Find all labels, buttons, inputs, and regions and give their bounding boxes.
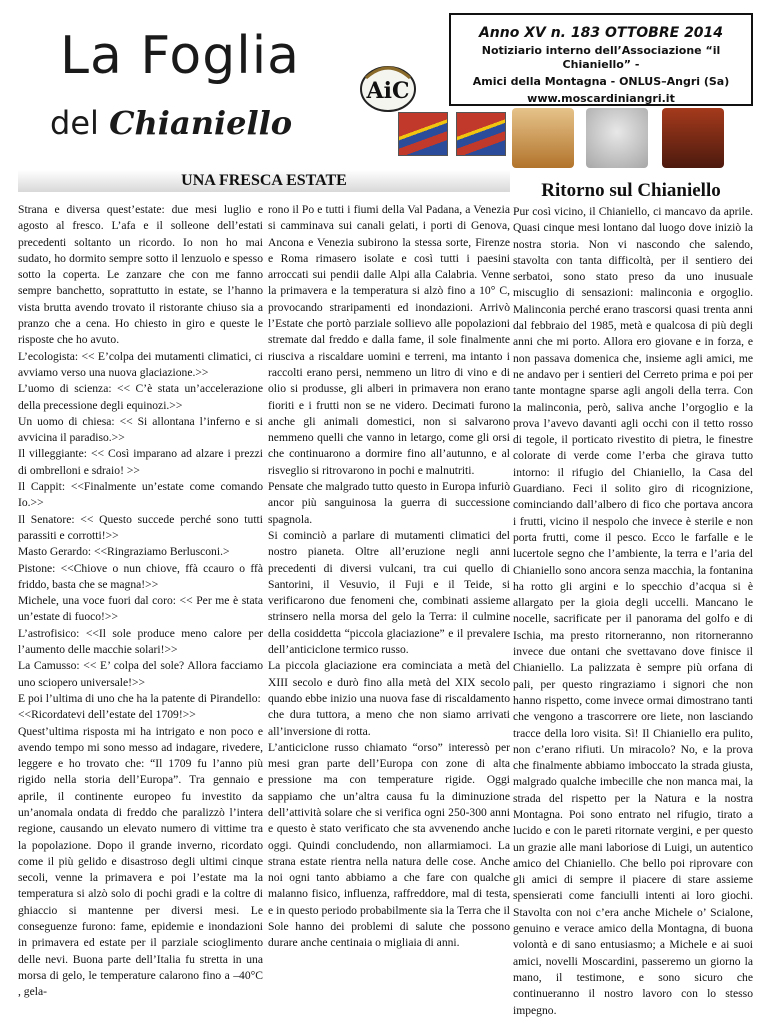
- title-del: del: [50, 104, 99, 142]
- newsletter-subtitle: [50, 104, 292, 142]
- icons-group: [512, 108, 722, 168]
- article-column-3: Pur così vicino, il Chianiello, ci mancavo da aprile. Quasi cinque mesi lontano dal luogo dove iniziò la nostra storia. Non vi nascondo che salendo, stavolta con tanta difficoltà, per il sentiero dei serbatoi, sono stato preso da uno inusuale miscuglio di sensazioni: malinconia e orgoglio. Malinconia perché erano trascorsi quasi trenta anni dal febbraio del 1985, metà e qualcosa di più degli anni che mi porto. Allora ero giovane e in forza, e non passava domenica che, insieme agli amici, me ne andavo per i sentieri del Cerreto prima e poi per tante montagne sparse agli angoli della terra. Con la malinconia, però, saliva anche l’orgoglio e la prova l’avevo davanti agli occhi con il tetto rosso di tegole, il porticato rivestito di pietra, le finestre colorate di verde come l’erba che girava tutto intorno: il rifugio del Chianiello, la Casa del Guardiano. Feci il solito giro di ricognizione, cominciando dall’albero di fico che portava ancora i frutti, vicino il nespolo che invece è sterile e non porta frutti, come il pesco. Ecco le farfalle e le lucertole segno che l’ambiente, la terra e l’aria del Chianiello sono ancora senza macchia, la fontanina ha rotto gli argini e lo specchio d’acqua si è allargato per la gioia degli uccelli. Mancano le nocelle, sacrificate per il panorama del golfo e di Ischia, ma presto ritorneranno, non ritorneranno invece due ontani che svettavano dove finisce il Chianiello. La palizzata è sempre più orfana di pali, per questo ringraziamo i signori che non hanno rispetto, come invece ormai dimostrano tanti che vengono a trascorrere ore liete, non lasciando tracce della loro visita. Sì! Il Chianiello era pulito, non c’erano rifiuti. Un miracolo? No, e la prova che finalmente abbiamo imboccato la strada giusta, malgrado qualche imbecille che non manca mai, la strada del rispetto per la Natura e la nostra Montagna. Poi sono entrato nel rifugio, tirato a lucido e con le pareti ritornate vergini, e per questo un grazie alle mani laboriose di Luigi, un autentico amico del Chianiello. Che bello poi riprovare con gli amici di sempre il piacere di stare assieme spensierati come fanciulli intenti ai loro giochi. Stavolta con noi c’era anche Michele o’ Scialone, genuino e verace amico della Montagna, di buona volontà e di sano entusiasmo; a Michele e ai suoi amici, novelli Moscardini, passeremo un giorno la mano, il testimone, e sono sicuro che continueranno il nostro lavoro con lo stesso impegno.: [513, 205, 753, 1017]
- newsletter-title: La Foglia: [60, 26, 301, 86]
- flag-image: [456, 112, 506, 156]
- association-location: Amici della Montagna - ONLUS–Angri (Sa): [472, 75, 730, 88]
- flag-image: [398, 112, 448, 156]
- association-name: Notiziario interno dell’Associazione “il Chianiello” -: [481, 44, 721, 71]
- article-heading-ritorno: Ritorno sul Chianiello: [541, 180, 721, 201]
- logo-text: AiC: [366, 78, 410, 104]
- flags-group: [398, 112, 508, 160]
- title-chianiello: Chianiello: [109, 104, 293, 142]
- article-heading-fresca-estate: UNA FRESCA ESTATE: [18, 170, 510, 192]
- issue-number: Anno XV n. 183 OTTOBRE 2014: [478, 25, 724, 41]
- madonna-icon: [512, 108, 574, 168]
- article-column-2: rono il Po e tutti i fiumi della Val Padana, a Venezia si camminava sui canali gelati, i porti di Genova, Ancona e Venezia subirono la stessa sorte, Firenze e Roma rimasero isolate e così tutti i paesini arroccati sui pendii dalle Alpi alla Calabria. Venne la primavera e la temperatura si alzò fino a 10° C, provocando straripamenti ed inondazioni. Arrivò l’Estate che portò parziale sollievo alle popolazioni stremate dal freddo e dalla fame, il sole finalmente riusciva a riscaldare uomini e terreni, ma intanto i raccolti erano persi, nemmeno un litro di vino e di olio si produsse, gli alberi in primavera non erano fioriti e i frutti non se ne videro. Decimati furono anche gli animali domestici, non si salvarono nemmeno quelli che vanno in letargo, come gli orsi che continuarono a dormire fino all’autunno, e al risveglio si ritrovarono in pochi e malnutriti. Pensate che malgrado tutto questo in Europa infuriò ancor più sanguinosa la guerra di successione spagnola. Si cominciò a parlare di mutamenti climatici del nostro pianeta. Oltre all’eruzione negli anni precedenti di diversi vulcani, tra cui quello di Santorini, il Vesuvio, il Fuji e il Teide, si verificarono due fenomeni che, combinati assieme strinsero nella morsa del gelo la Terra: il culmine della cosiddetta “piccola glaciazione” e il prevalere dell’anticiclone termico russo. La piccola glaciazione era cominciata a metà del XIII secolo e durò fino alla metà del XIX secolo quando ebbe inizio una nuova fase di riscaldamento che dura tuttora, a meno che non siamo arrivati all’inversione di rotta. L’anticiclone russo chiamato “orso” interessò per mesi gran parte dell’Europa con zone di alta pressione ma con temperature rigide. Oggi sappiamo che un’altra causa fu la diminuzione dell’attività solare che si verifica ogni 250-300 anni e questo è stato verificato che sta avvenendo anche oggi. Quindi concludendo, non allarmiamoci. La strana estate rientra nella natura delle cose. Anche noi ogni tanto abbiamo a che fare con qualche malanno fisico, influenza, raffreddore, mal di testa, e in questo periodo probabilmente sia la Terra che il Sole hanno dei problemi di salute che possono durare anche centinaia o migliaia di anni.: [268, 203, 510, 950]
- article-column-1: Strana e diversa quest’estate: due mesi luglio e agosto al fresco. L’afa e il solleone dell’estati precedenti soltanto un ricordo. Io non ho mai sudato, ho dormito sempre sotto il lenzuolo e spesso sotto la coperta. Le zanzare che con me fanno sempre banchetto, soprattutto in estate, se l’hanno vista brutta avendo trovato il ristorante chiuso sia a pranzo che a cena. Ho chiesto in giro e queste le risposte che ho avuto. L’ecologista: << E’colpa dei mutamenti climatici, ci avviamo verso una nuova glaciazione.>> L’uomo di scienza: << C’è stata un’accelerazione della precessione degli equinozi.>> Un uomo di chiesa: << Si allontana l’inferno e si avvicina il paradiso.>> Il villeggiante: << Così imparano ad alzare i prezzi di ombrelloni e sdraio! >> Il Cappit: <<Finalmente un’estate come comando Io.>> Il Senatore: << Questo succede perché sono tutti parassiti e corrotti!>> Masto Gerardo: <<Ringraziamo Berlusconi.> Pistone: <<Chiove o nun chiove, ffà ccauro o ffà friddo, basta che se magna!>> Michele, una voce fuori dal coro: << Per me è stata un’estate di fuoco!>> L’astrofisico: <<Il sole produce meno calore per l’aumento delle macchie solari!>> La Camusso: << E’ colpa del sole? Allora facciamo uno sciopero universale!>> E poi l’ultima di uno che ha la patente di Pirandello: <<Ricordatevi dell’estate del 1709!>> Quest’ultima risposta mi ha intrigato e non poco e avendo tempo mi sono messo ad indagare, rivedere, leggere e ho trovato che: “Il 1709 fu l’anno più rigido nella storia dell’Europa”. Tra gennaio e aprile, il continente europeo fu investito da un’anomala ondata di freddo che paralizzò l’intera regione, causando un elevato numero di vittime tra la popolazione. Dopo il grande inverno, ricordato come il più gelido e disastroso degli ultimi cinque secoli, venne la primavera e poi l’estate ma la temperatura si alzò solo di pochi gradi e la coltre di ghiaccio si mantenne per diversi mesi. Le conseguenze furono: fame, epidemie e inondazioni in primavera ed estate per il parziale scioglimento delle nevi. Buona parte dell’Italia fu stretta in una morsa di gelo, le temperature calarono fino a –40°C , gela-: [18, 203, 263, 999]
- black-madonna-icon: [662, 108, 724, 168]
- association-logo: [358, 56, 418, 114]
- issue-info-box: [449, 13, 753, 106]
- statue-icon: [586, 108, 648, 168]
- website-link[interactable]: www.moscardiniangri.it: [527, 92, 675, 105]
- masthead: [18, 12, 438, 157]
